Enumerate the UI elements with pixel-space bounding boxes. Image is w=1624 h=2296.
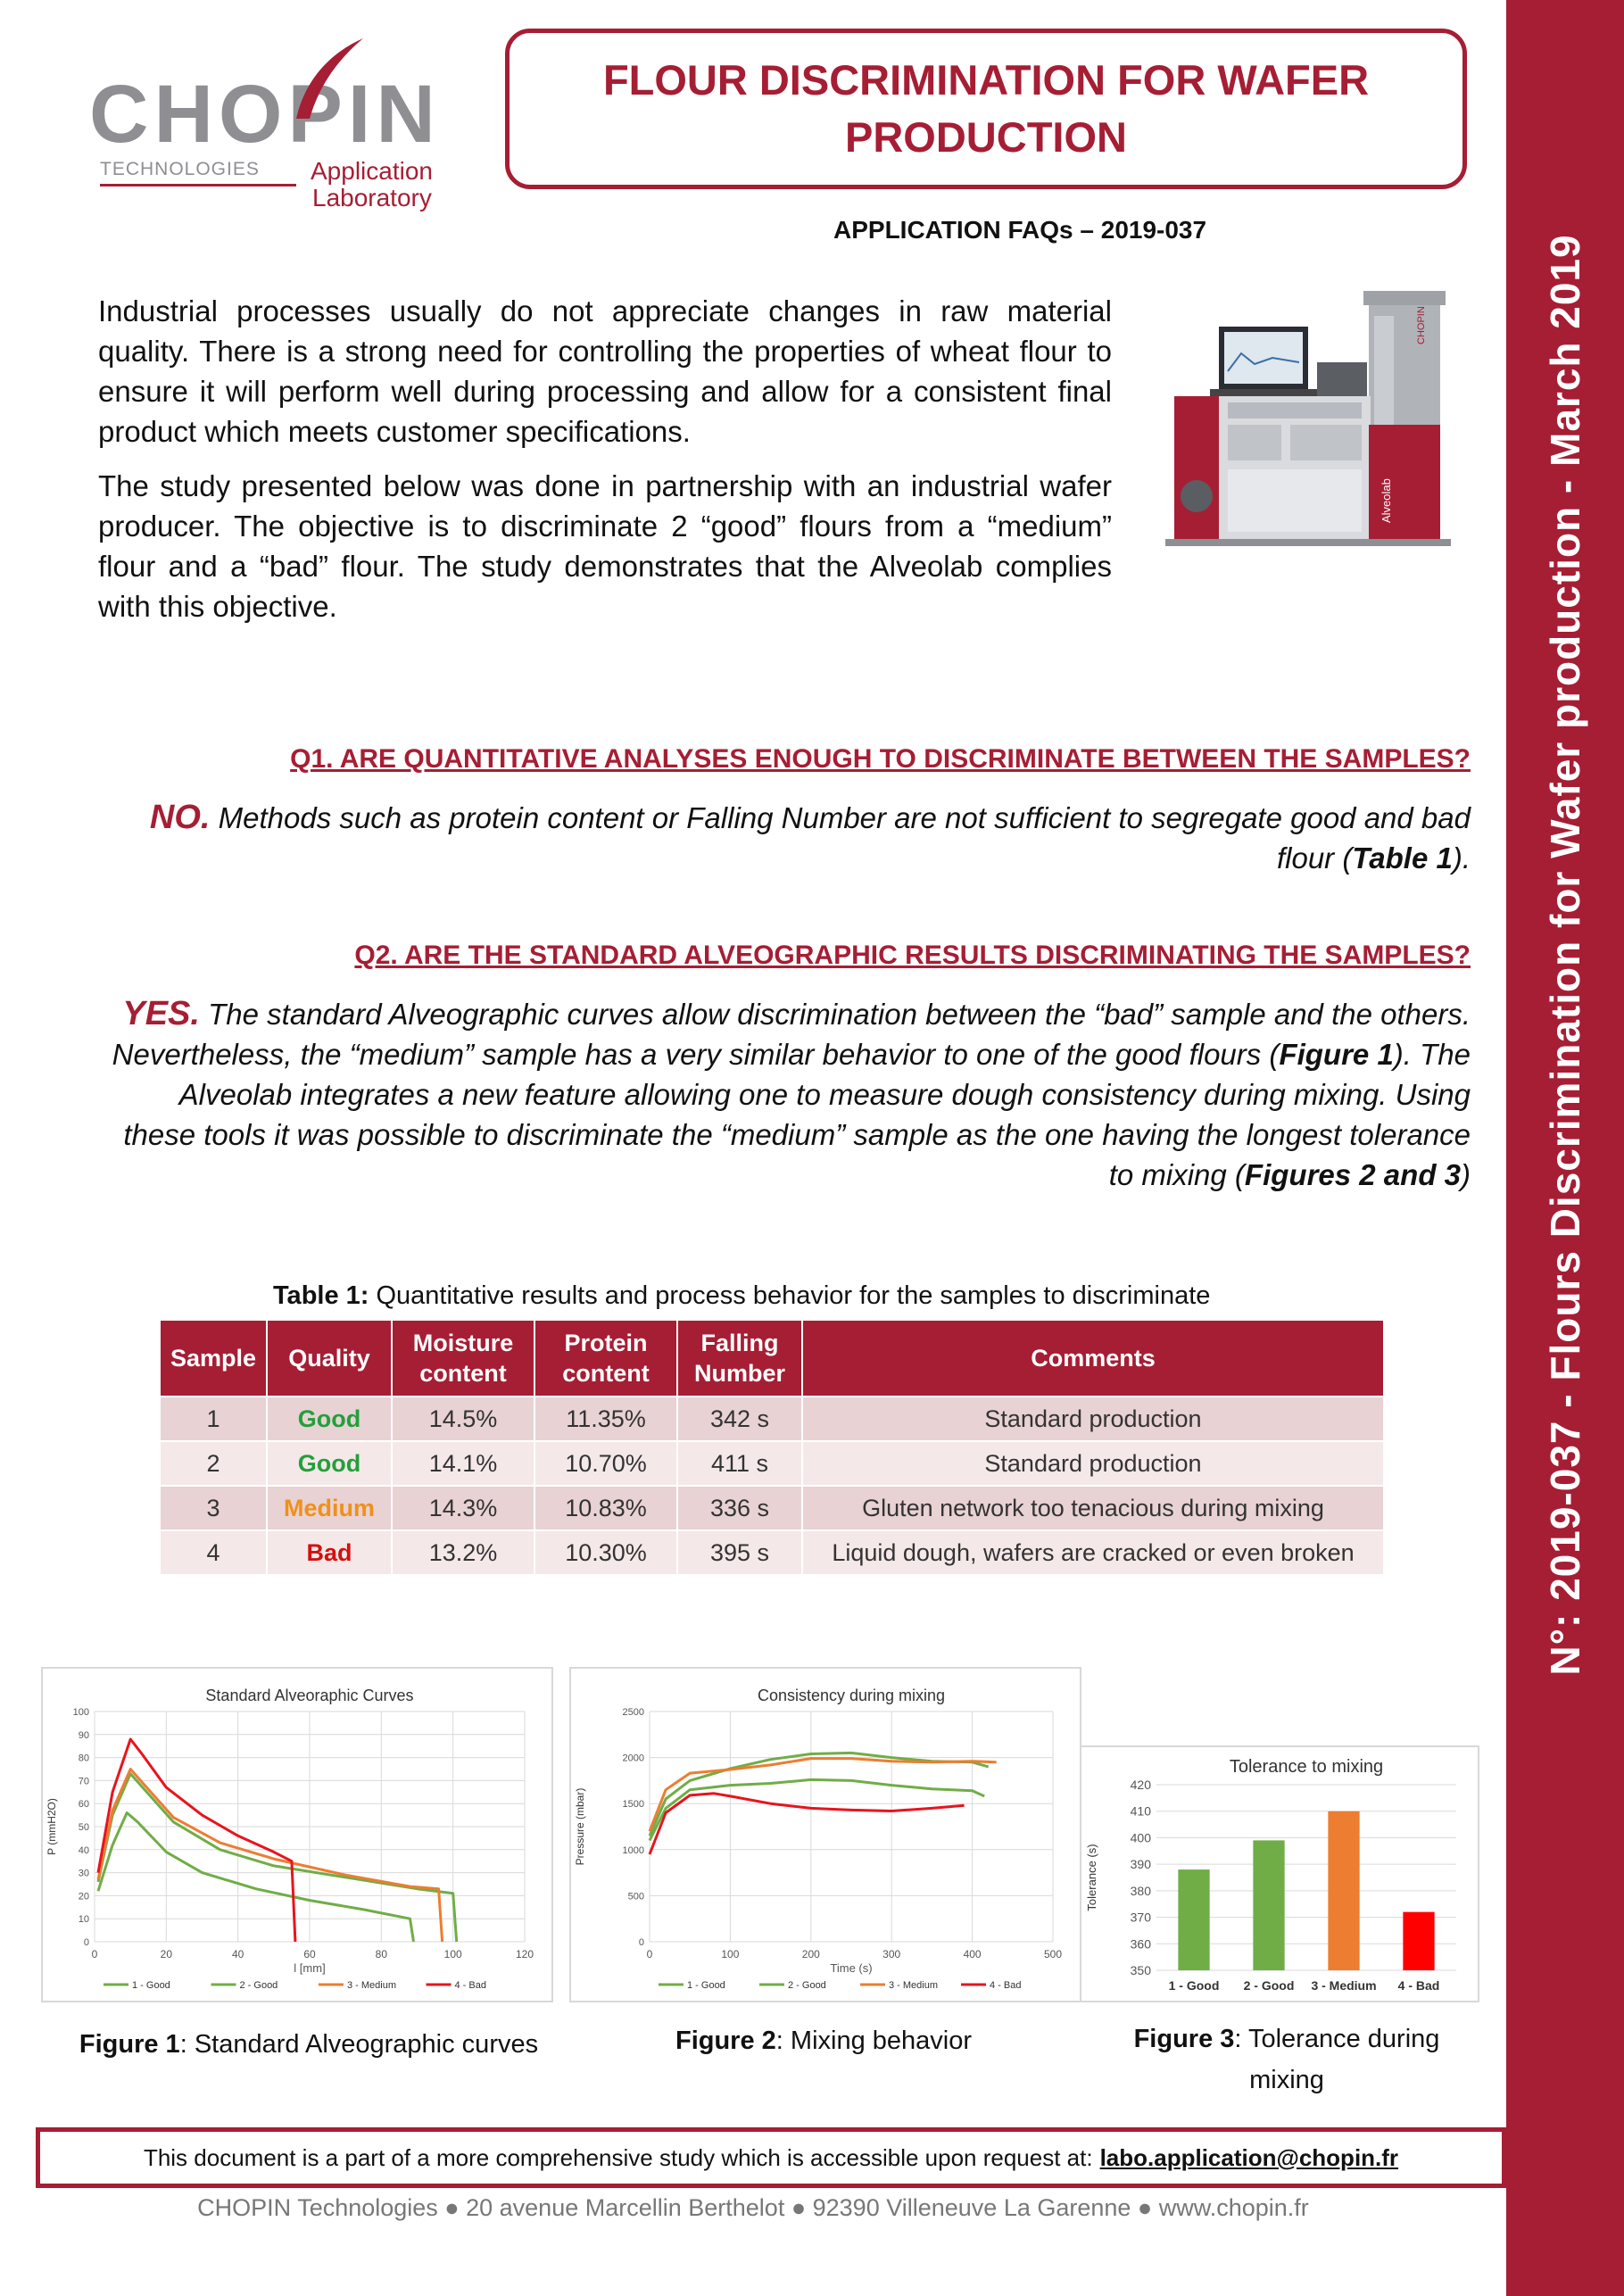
x-tick-label: 400 [963,1948,982,1960]
q1-ref: Table 1 [1352,841,1453,874]
figure-2-frame [569,1667,1081,2002]
y-tick-label: 390 [1130,1857,1151,1872]
col-comments: Comments [802,1320,1384,1397]
y-axis-label: Tolerance (s) [1085,1844,1098,1911]
table-row [160,1530,1384,1575]
x-tick-label: 20 [160,1948,173,1960]
intro-paragraph-1: Industrial processes usually do not appreciate changes in raw material quality. There is a strong need for controlling the properties of wheat flour to ensure it will perform well during processing and allow for a consistent final product which meets customer specifications. [98,294,1112,448]
y-tick-label: 410 [1130,1803,1151,1819]
y-tick-label: 370 [1130,1910,1151,1925]
cell-comment: Liquid dough, wafers are cracked or even broken [802,1530,1384,1575]
col-moisture-line-2: content [419,1360,507,1387]
table-row [160,1441,1384,1486]
footer-notice-text: This document is a part of a more comprehensive study which is accessible upon request at: [143,2143,1093,2171]
col-falling-line-1: Falling [700,1330,779,1356]
machine-model-label: Alveolab [1380,478,1393,523]
page-title: FLOUR DISCRIMINATION FOR WAFER PRODUCTION [602,56,1370,161]
figure-3-caption [1089,2018,1485,2101]
y-tick-label: 70 [78,1776,89,1787]
cell-quality: Good [267,1441,392,1486]
logo-underline [100,184,296,186]
alveolab-machine-image [1156,291,1451,559]
legend-entry: 2 - Good [788,1980,826,1991]
cell-comment: Gluten network too tenacious during mixing [802,1486,1384,1530]
y-tick-label: 40 [78,1844,89,1856]
y-tick-label: 20 [78,1891,89,1902]
x-axis-label: Time (s) [830,1961,873,1975]
x-tick-label: 80 [375,1948,388,1960]
col-quality: Quality [267,1320,392,1397]
intro-text [98,291,1112,641]
x-tick-label: 2 - Good [1243,1978,1295,1993]
x-axis-label: l [mm] [294,1961,326,1975]
col-protein-line-1: Protein [564,1330,648,1356]
table-header-row [160,1320,1384,1397]
cell-protein: 10.70% [534,1441,677,1486]
chart-title: Consistency during mixing [757,1687,946,1704]
cell-protein: 11.35% [534,1397,677,1441]
col-moisture-line-1: Moisture [412,1330,514,1356]
intro-paragraph-2: The study presented below was done in partnership with an industrial wafer producer. The objective is to discriminate 2 “good” flours from a “medium” flour and a “bad” flour. The study demonstrates that the Alveolab complies with this objective. [98,469,1112,623]
series-line [98,1813,414,1943]
cell-moisture: 14.1% [392,1441,534,1486]
figure-3-caption-line-1: : Tolerance during [1234,2025,1440,2053]
q2-ref-2: Figures 2 and 3 [1244,1158,1461,1191]
y-tick-label: 100 [72,1707,89,1718]
y-axis-label: Pressure (mbar) [574,1787,586,1866]
x-tick-label: 40 [231,1948,244,1960]
cell-sample: 3 [160,1486,267,1530]
cell-moisture: 14.3% [392,1486,534,1530]
y-tick-label: 80 [78,1753,89,1764]
y-tick-label: 0 [83,1937,89,1948]
bar [1178,1869,1209,1970]
table-row [160,1486,1384,1530]
logo-application: Application [311,157,433,185]
y-tick-label: 2000 [622,1753,644,1764]
logo-wordmark: CHOPIN [89,69,441,160]
page-title-box [505,29,1467,189]
footer-notice [36,2127,1506,2188]
cell-protein: 10.83% [534,1486,677,1530]
x-tick-label: 4 - Bad [1397,1978,1440,1993]
cell-quality: Bad [267,1530,392,1575]
y-tick-label: 50 [78,1822,89,1833]
legend-entry: 2 - Good [239,1980,278,1991]
chopin-logo [89,34,473,217]
side-banner-text: N°: 2019-037 - Flours Discrimination for Wafer production - March 2019 [1542,234,1588,1676]
x-tick-label: 60 [303,1948,316,1960]
company-address: CHOPIN Technologies ● 20 avenue Marcellin Berthelot ● 92390 Villeneuve La Garenne ● www.chopin.fr [197,2194,1309,2221]
col-protein [534,1320,677,1397]
y-tick-label: 60 [78,1799,89,1811]
y-tick-label: 2500 [622,1707,644,1718]
q1-answer-text-a: Methods such as protein content or Falling Number are not sufficient to segregate good and bad flour ( [210,801,1471,874]
legend-entry: 4 - Bad [990,1980,1022,1991]
figure-1-caption [41,2024,576,2065]
q1-heading: Q1. ARE QUANTITATIVE ANALYSES ENOUGH TO DISCRIMINATE BETWEEN THE SAMPLES? [290,744,1471,774]
logo-technologies: TECHNOLOGIES [100,159,260,179]
cell-quality: Medium [267,1486,392,1530]
x-tick-label: 200 [801,1948,820,1960]
x-tick-label: 100 [721,1948,740,1960]
table1-caption-label: Table 1: [273,1281,369,1310]
q1-keyword: NO. [149,799,211,836]
cell-falling: 342 s [677,1397,802,1441]
cell-moisture: 13.2% [392,1530,534,1575]
legend-entry: 3 - Medium [889,1980,939,1991]
x-tick-label: 0 [646,1948,653,1960]
bar [1253,1840,1284,1970]
y-tick-label: 10 [78,1914,89,1926]
col-protein-line-2: content [562,1360,650,1387]
col-moisture [392,1320,534,1397]
y-tick-label: 350 [1130,1963,1151,1977]
page-subtitle: APPLICATION FAQs – 2019-037 [833,216,1207,244]
y-axis-label: P (mmH2O) [46,1798,58,1855]
figure-3-frame [1080,1745,1479,2002]
q1-answer [96,798,1471,878]
bar [1403,1912,1434,1970]
cell-comment: Standard production [802,1397,1384,1441]
table1-caption [273,1281,1210,1311]
series-line [650,1794,965,1854]
figure-3-caption-line-2: mixing [1249,2066,1324,2094]
q2-keyword: YES. [122,995,200,1032]
table-row [160,1397,1384,1441]
y-tick-label: 90 [78,1729,89,1741]
y-tick-label: 420 [1130,1778,1151,1792]
chart-title: Standard Alveoraphic Curves [205,1687,414,1704]
col-falling-line-2: Number [693,1360,785,1387]
mixing-consistency-chart [571,1669,1080,2001]
figure-1-caption-text: : Standard Alveographic curves [179,2030,539,2059]
logo-swoosh-icon [287,34,368,123]
cell-falling: 336 s [677,1486,802,1530]
q2-ref-1: Figure 1 [1279,1038,1394,1071]
figure-1-frame [41,1667,553,2002]
x-tick-label: 300 [882,1948,901,1960]
y-tick-label: 1500 [622,1799,644,1811]
table1 [159,1319,1385,1576]
q2-heading: Q2. ARE THE STANDARD ALVEOGRAPHIC RESULTS DISCRIMINATING THE SAMPLES? [354,941,1471,970]
series-line [98,1739,295,1942]
cell-sample: 4 [160,1530,267,1575]
legend-entry: 1 - Good [132,1980,170,1991]
cell-sample: 1 [160,1397,267,1441]
legend-entry: 3 - Medium [347,1980,397,1991]
chart-title: Tolerance to mixing [1229,1757,1384,1777]
cell-comment: Standard production [802,1441,1384,1486]
q2-answer [105,994,1471,1195]
figure-2-caption [569,2020,1078,2061]
q2-answer-text-b: ). The Alveolab integrates a new feature allowing one to measure dough consistency during mixing. Using these tools it was possible to discriminate the “medium” sample as the one having the longest tolerance to mixing ( [123,1038,1471,1191]
y-tick-label: 380 [1130,1883,1151,1898]
y-tick-label: 360 [1130,1936,1151,1952]
cell-falling: 411 s [677,1441,802,1486]
col-falling [677,1320,802,1397]
col-sample: Sample [160,1320,267,1397]
y-tick-label: 500 [627,1891,644,1902]
figure-3-caption-label: Figure 3 [1133,2025,1235,2053]
q1-answer-text-b: ). [1452,841,1471,874]
q2-answer-text-c: ) [1461,1158,1471,1191]
machine-brand-label: CHOPIN [1416,306,1427,344]
x-tick-label: 100 [443,1948,462,1960]
bar [1328,1811,1359,1970]
x-tick-label: 120 [515,1948,534,1960]
legend-entry: 4 - Bad [454,1980,486,1991]
figure-2-caption-text: : Mixing behavior [775,2027,973,2055]
cell-falling: 395 s [677,1530,802,1575]
alveographic-chart [43,1669,551,2001]
y-tick-label: 30 [78,1868,89,1879]
legend-entry: 1 - Good [687,1980,725,1991]
x-tick-label: 3 - Medium [1311,1978,1377,1993]
x-tick-label: 0 [91,1948,98,1960]
logo-laboratory: Laboratory [312,184,432,211]
y-tick-label: 400 [1130,1830,1151,1845]
series-line [650,1779,984,1840]
tolerance-chart [1081,1747,1478,2001]
table1-caption-text: Quantitative results and process behavior for the samples to discriminate [369,1281,1211,1310]
y-tick-label: 1000 [622,1844,644,1856]
cell-sample: 2 [160,1441,267,1486]
y-tick-label: 0 [638,1937,644,1948]
x-tick-label: 500 [1043,1948,1063,1960]
cell-protein: 10.30% [534,1530,677,1575]
cell-moisture: 14.5% [392,1397,534,1441]
figure-1-caption-label: Figure 1 [79,2030,180,2059]
cell-quality: Good [267,1397,392,1441]
figure-2-caption-label: Figure 2 [675,2027,776,2055]
contact-email-link[interactable]: labo.application@chopin.fr [1099,2143,1399,2171]
x-tick-label: 1 - Good [1168,1978,1220,1993]
q2-answer-text-a: The standard Alveographic curves allow discrimination between the “bad” sample and the others. Nevertheless, the “medium” sample has a very similar behavior to one of the good flours ( [112,998,1471,1071]
